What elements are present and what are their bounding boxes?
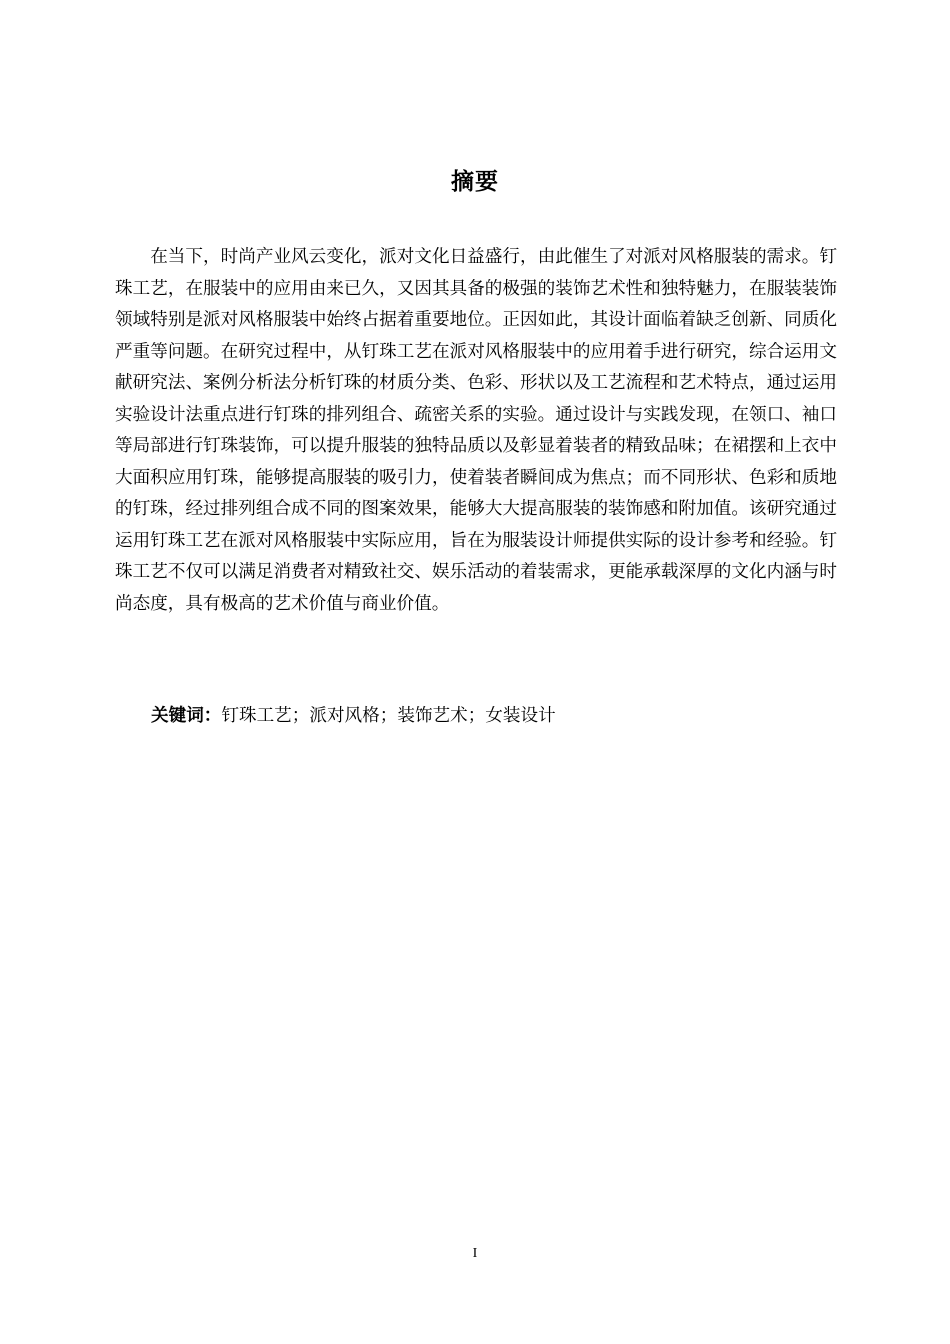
page-number: I — [472, 1246, 478, 1261]
keywords-text: 钉珠工艺；派对风格；装饰艺术；女装设计 — [221, 706, 556, 726]
keywords-label: 关键词： — [151, 706, 222, 726]
keywords-line — [151, 701, 831, 733]
abstract-title: 摘要 — [451, 169, 499, 195]
abstract-body: 在当下，时尚产业风云变化，派对文化日益盛行，由此催生了对派对风格服装的需求。钉珠工艺，在服装中的应用由来已久，又因其具备的极强的装饰艺术性和独特魅力，在服装装饰领域特别是派对风格服装中始终占据着重要地位。正因如此，其设计面临着缺乏创新、同质化严重等问题。在研究过程中，从钉珠工艺在派对风格服装中的应用着手进行研究，综合运用文献研究法、案例分析法分析钉珠的材质分类、色彩、形状以及工艺流程和艺术特点，通过运用实验设计法重点进行钉珠的排列组合、疏密关系的实验。通过设计与实践发现，在领口、袖口等局部进行钉珠装饰，可以提升服装的独特品质以及彰显着装者的精致品味；在裙摆和上衣中大面积应用钉珠，能够提高服装的吸引力，使着装者瞬间成为焦点；而不同形状、色彩和质地的钉珠，经过排列组合成不同的图案效果，能够大大提高服装的装饰感和附加值。该研究通过运用钉珠工艺在派对风格服装中实际应用，旨在为服装设计师提供实际的设计参考和经验。钉珠工艺不仅可以满足消费者对精致社交、娱乐活动的着装需求，更能承载深厚的文化内涵与时尚态度，具有极高的艺术价值与商业价值。 — [115, 247, 837, 614]
